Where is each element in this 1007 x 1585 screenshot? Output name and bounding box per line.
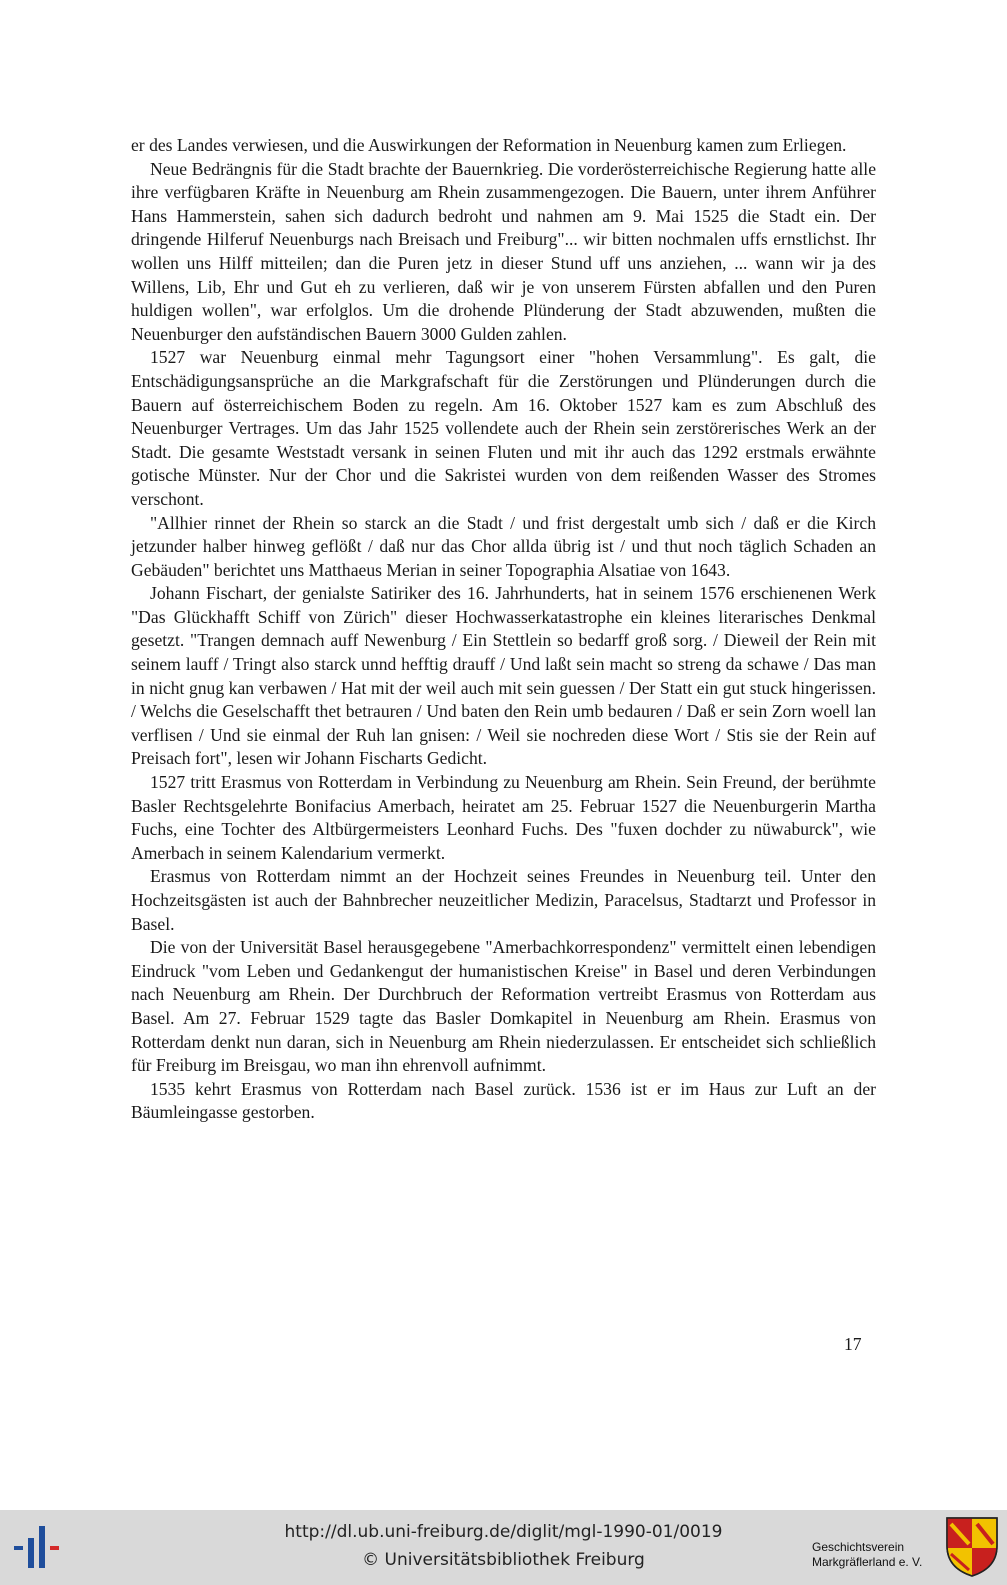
society-line2: Markgräflerland e. V. (812, 1555, 923, 1569)
footer-url-link[interactable]: http://dl.ub.uni-freiburg.de/diglit/mgl-1990-01/0019 (284, 1522, 723, 1542)
paragraph: 1527 war Neuenburg einmal mehr Tagungsort einer "hohen Versammlung". Es galt, die Entschädigungsansprüche an die Markgrafschaft für die Zerstörungen und Plünderungen durch die Bauern auf österreichischem Boden zu regeln. Am 16. Oktober 1527 kam es zum Abschluß des Neuenburger Vertrages. Um das Jahr 1525 vollendete auch der Rhein sein zerstörerisches Werk an der Stadt. Die gesamte Weststadt versank in seinen Fluten und mit ihr auch das 1292 erstmals erwähnte gotische Münster. Nur der Chor und die Sakristei wurden von dem reißenden Wasser des Stromes verschont. (131, 347, 876, 509)
paragraph: Johann Fischart, der genialste Satiriker des 16. Jahrhunderts, hat in seinem 1576 erschienenen Werk "Das Glückhafft Schiff von Zürich" dieser Hochwasserkatastrophe ein kleines literarisches Denkmal gesetzt. "Trangen demnach auff Newenburg / Ein Stettlein so bedarff groß sorg. / Dieweil der Rein mit seinem lauff / Tringt also starck unnd hefftig drauff / Und laßt sein macht so streng da schawe / Das man in nicht gnug kan verbawen / Hat mit der weil auch mit sein guessen / Der Statt ein gut stuck hingerissen. / Welchs die Geselschafft thet betrauren / Und baten den Rein umb bedauren / Daß er sein Zorn woell lan verflisen / Und sie einmal der Ruh lan gnisen: / Weil sie nochreden diese Wort / Stis sie der Rein auf Preisach fort", lesen wir Johann Fischarts Gedicht. (131, 583, 876, 769)
paragraph: Neue Bedrängnis für die Stadt brachte der Bauernkrieg. Die vorderösterreichische Regierung hatte alle ihre verfügbaren Kräfte in Neuenburg am Rhein zusammengezogen. Die Bauern, unter ihrem Anführer Hans Hammerstein, sahen sich dadurch bedroht und nahmen am 9. Mai 1525 die Stadt ein. Der dringende Hilferuf Neuenburgs nach Breisach und Freiburg"... wir bitten nochmalen uffs ernstlichst. Ihr wollen uns Hilff mitteilen; dan die Puren jetz in dieser Stund uff uns anziehen, ... wann wir ja des Willens, Lib, Ehr und Gut eh zu verlieren, daß wir je von unserem Fürsten abfallen und den Puren huldigen wollen", war erfolglos. Um die drohende Plünderung der Stadt abzuwenden, mußten die Neuenburger den aufständischen Bauern 3000 Gulden zahlen. (131, 158, 876, 344)
society-line1: Geschichtsverein (812, 1540, 905, 1554)
footer-bar (0, 1510, 1007, 1585)
society-name (812, 1540, 942, 1570)
paragraph: er des Landes verwiesen, und die Auswirkungen der Reformation in Neuenburg kamen zum Erliegen. (131, 135, 847, 155)
paragraph: 1535 kehrt Erasmus von Rotterdam nach Basel zurück. 1536 ist er im Haus zur Luft an der Bäumleingasse gestorben. (131, 1078, 876, 1123)
paragraph: Erasmus von Rotterdam nimmt an der Hochzeit seines Freundes in Neuenburg teil. Unter den Hochzeitsgästen ist auch der Bahnbrecher neuzeitlicher Medizin, Paracelsus, Stadtarzt und Professor in Basel. (131, 866, 876, 934)
footer-copyright: © Universitätsbibliothek Freiburg (362, 1550, 645, 1570)
page-number: 17 (844, 1334, 862, 1354)
paragraph: "Allhier rinnet der Rhein so starck an die Stadt / und frist dergestalt umb sich / daß er die Kirch jetzunder halber hinweg geflößt / daß nur das Chor allda übrig ist / und thut noch täglich Schaden an Gebäuden" berichtet uns Matthaeus Merian in seiner Topographia Alsatiae von 1643. (131, 512, 876, 580)
paragraph: Die von der Universität Basel herausgegebene "Amerbachkorrespondenz" vermittelt einen lebendigen Eindruck "vom Leben und Gedankengut der humanistischen Kreise" in Basel und deren Verbindungen nach Neuenburg am Rhein. Der Durchbruch der Reformation vertreibt Erasmus von Rotterdam aus Basel. Am 27. Februar 1529 tagte das Basler Domkapitel in Neuenburg am Rhein. Erasmus von Rotterdam denkt nun daran, sich in Neuenburg am Rhein niederzulassen. Er entscheidet sich schließlich für Freiburg im Breisgau, wo man ihn ehrenvoll aufnimmt. (131, 937, 876, 1076)
body-text (131, 134, 876, 1125)
coat-of-arms-icon (945, 1516, 999, 1578)
paragraph: 1527 tritt Erasmus von Rotterdam in Verbindung zu Neuenburg am Rhein. Sein Freund, der berühmte Basler Rechtsgelehrte Bonifacius Amerbach, heiratet am 25. Februar 1527 die Neuenburgerin Martha Fuchs, eine Tochter des Altbürgermeisters Leonhard Fuchs. Des "fuxen dochder zu nüwaburck", wie Amerbach in seinem Kalendarium vermerkt. (131, 772, 876, 863)
